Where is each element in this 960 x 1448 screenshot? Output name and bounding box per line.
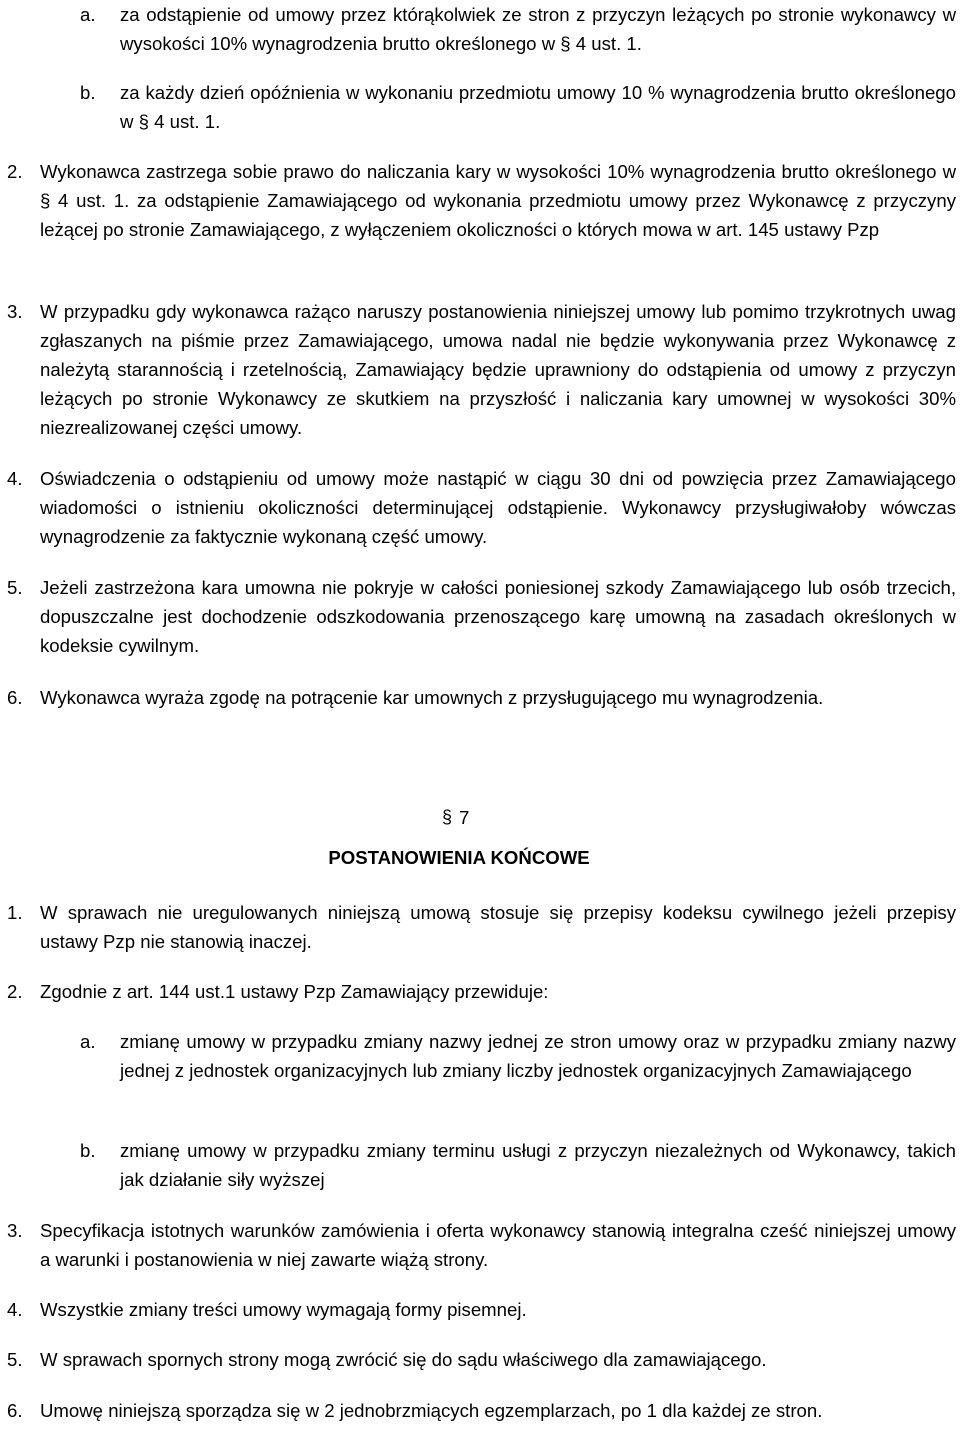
paragraph-text: W przypadku gdy wykonawca rażąco naruszy postanowienia niniejszej umowy lub pomimo trzykrotnych uwag zgłaszanych na piśmie przez Zamawiającego, umowa nadal nie będzie wykonywania przez Wykonawcę z należytą starannością i rzetelnością, Zamawiający będzie uprawniony do odstąpienia od umowy z przyczyn leżących po stronie Wykonawcy ze skutkiem na przyszłość i naliczania kary umownej w wysokości 30% niezrealizowanej części umowy. bbox=[40, 301, 956, 438]
paragraph-number: 5. bbox=[7, 1349, 23, 1370]
paragraph-4 bbox=[7, 464, 956, 551]
paragraph-text: Wykonawca wyraża zgodę na potrącenie kar umownych z przysługującego mu wynagrodzenia. bbox=[40, 687, 824, 708]
list-item-penalty-b bbox=[80, 78, 956, 136]
paragraph-number: 4. bbox=[7, 468, 23, 489]
paragraph-text: Umowę niniejszą sporządza się w 2 jednobrzmiących egzemplarzach, po 1 dla każdej ze stron. bbox=[40, 1400, 823, 1421]
paragraph-text: Zgodnie z art. 144 ust.1 ustawy Pzp Zamawiający przewiduje: bbox=[40, 981, 549, 1002]
list-marker: b. bbox=[80, 82, 96, 103]
paragraph-number: 3. bbox=[7, 1220, 23, 1241]
final-paragraph-5 bbox=[7, 1345, 956, 1374]
paragraph-text: W sprawach spornych strony mogą zwrócić się do sądu właściwego dla zamawiającego. bbox=[40, 1349, 767, 1370]
list-item-text: zmianę umowy w przypadku zmiany terminu usługi z przyczyn niezależnych od Wykonawcy, takich jak działanie siły wyższej bbox=[120, 1140, 956, 1190]
paragraph-6 bbox=[7, 683, 956, 712]
list-item-text: za odstąpienie od umowy przez którąkolwiek ze stron z przyczyn leżących po stronie wykonawcy w wysokości 10% wynagrodzenia brutto określonego w § 4 ust. 1. bbox=[120, 4, 956, 54]
list-item-text: zmianę umowy w przypadku zmiany nazwy jednej ze stron umowy oraz w przypadku zmiany nazwy jednej z jednostek organizacyjnych lub zmiany liczby jednostek organizacyjnych Zamawiającego bbox=[120, 1031, 956, 1081]
paragraph-text: Jeżeli zastrzeżona kara umowna nie pokryje w całości poniesionej szkody Zamawiającego lub osób trzecich, dopuszczalne jest dochodzenie odszkodowania przenoszącego karę umowną na zasadach określonych w kodeksie cywilnym. bbox=[40, 577, 956, 656]
paragraph-2 bbox=[7, 157, 956, 244]
section-number: 7 bbox=[459, 807, 470, 828]
list-marker: a. bbox=[80, 4, 96, 25]
paragraph-number: 6. bbox=[7, 687, 23, 708]
final-paragraph-1 bbox=[7, 898, 956, 956]
paragraph-text: Wszystkie zmiany treści umowy wymagają formy pisemnej. bbox=[40, 1299, 527, 1320]
paragraph-text: Wykonawca zastrzega sobie prawo do naliczania kary w wysokości 10% wynagrodzenia brutto określonego w § 4 ust. 1. za odstąpienie Zamawiającego od wykonania przedmiotu umowy przez Wykonawcę z przyczyny leżącej po stronie Zamawiającego, z wyłączeniem okoliczności o których mowa w art. 145 ustawy Pzp bbox=[40, 161, 956, 240]
list-marker: b. bbox=[80, 1140, 96, 1161]
list-item-penalty-a bbox=[80, 0, 956, 58]
paragraph-number: 3. bbox=[7, 301, 23, 322]
paragraph-number: 2. bbox=[7, 161, 23, 182]
final-paragraph-4 bbox=[7, 1295, 956, 1324]
paragraph-5 bbox=[7, 573, 956, 660]
section-heading: POSTANOWIENIA KOŃCOWE bbox=[328, 847, 590, 868]
paragraph-text: W sprawach nie uregulowanych niniejszą umową stosuje się przepisy kodeksu cywilnego jeżeli przepisy ustawy Pzp nie stanowią inaczej. bbox=[40, 902, 956, 952]
list-item-change-b bbox=[80, 1136, 956, 1194]
paragraph-number: 4. bbox=[7, 1299, 23, 1320]
paragraph-text: Oświadczenia o odstąpieniu od umowy może nastąpić w ciągu 30 dni od powzięcia przez Zamawiającego wiadomości o istnieniu okoliczności determinującej odstąpienie. Wykonawcy przysługiwałoby wówczas wynagrodzenie za faktycznie wykonaną część umowy. bbox=[40, 468, 956, 547]
list-item-change-a bbox=[80, 1027, 956, 1085]
list-marker: a. bbox=[80, 1031, 96, 1052]
paragraph-number: 6. bbox=[7, 1400, 23, 1421]
paragraph-3 bbox=[7, 297, 956, 442]
paragraph-number: 5. bbox=[7, 577, 23, 598]
final-paragraph-3 bbox=[7, 1216, 956, 1274]
paragraph-text: Specyfikacja istotnych warunków zamówienia i oferta wykonawcy stanowią integralna cześć niniejszej umowy a warunki i postanowienia w niej zawarte wiążą strony. bbox=[40, 1220, 956, 1270]
final-paragraph-2 bbox=[7, 977, 956, 1006]
list-item-text: za każdy dzień opóźnienia w wykonaniu przedmiotu umowy 10 % wynagrodzenia brutto określonego w § 4 ust. 1. bbox=[120, 82, 956, 132]
final-paragraph-6 bbox=[7, 1396, 956, 1425]
paragraph-number: 1. bbox=[7, 902, 23, 923]
paragraph-number: 2. bbox=[7, 981, 23, 1002]
section-sign: § bbox=[442, 807, 453, 827]
